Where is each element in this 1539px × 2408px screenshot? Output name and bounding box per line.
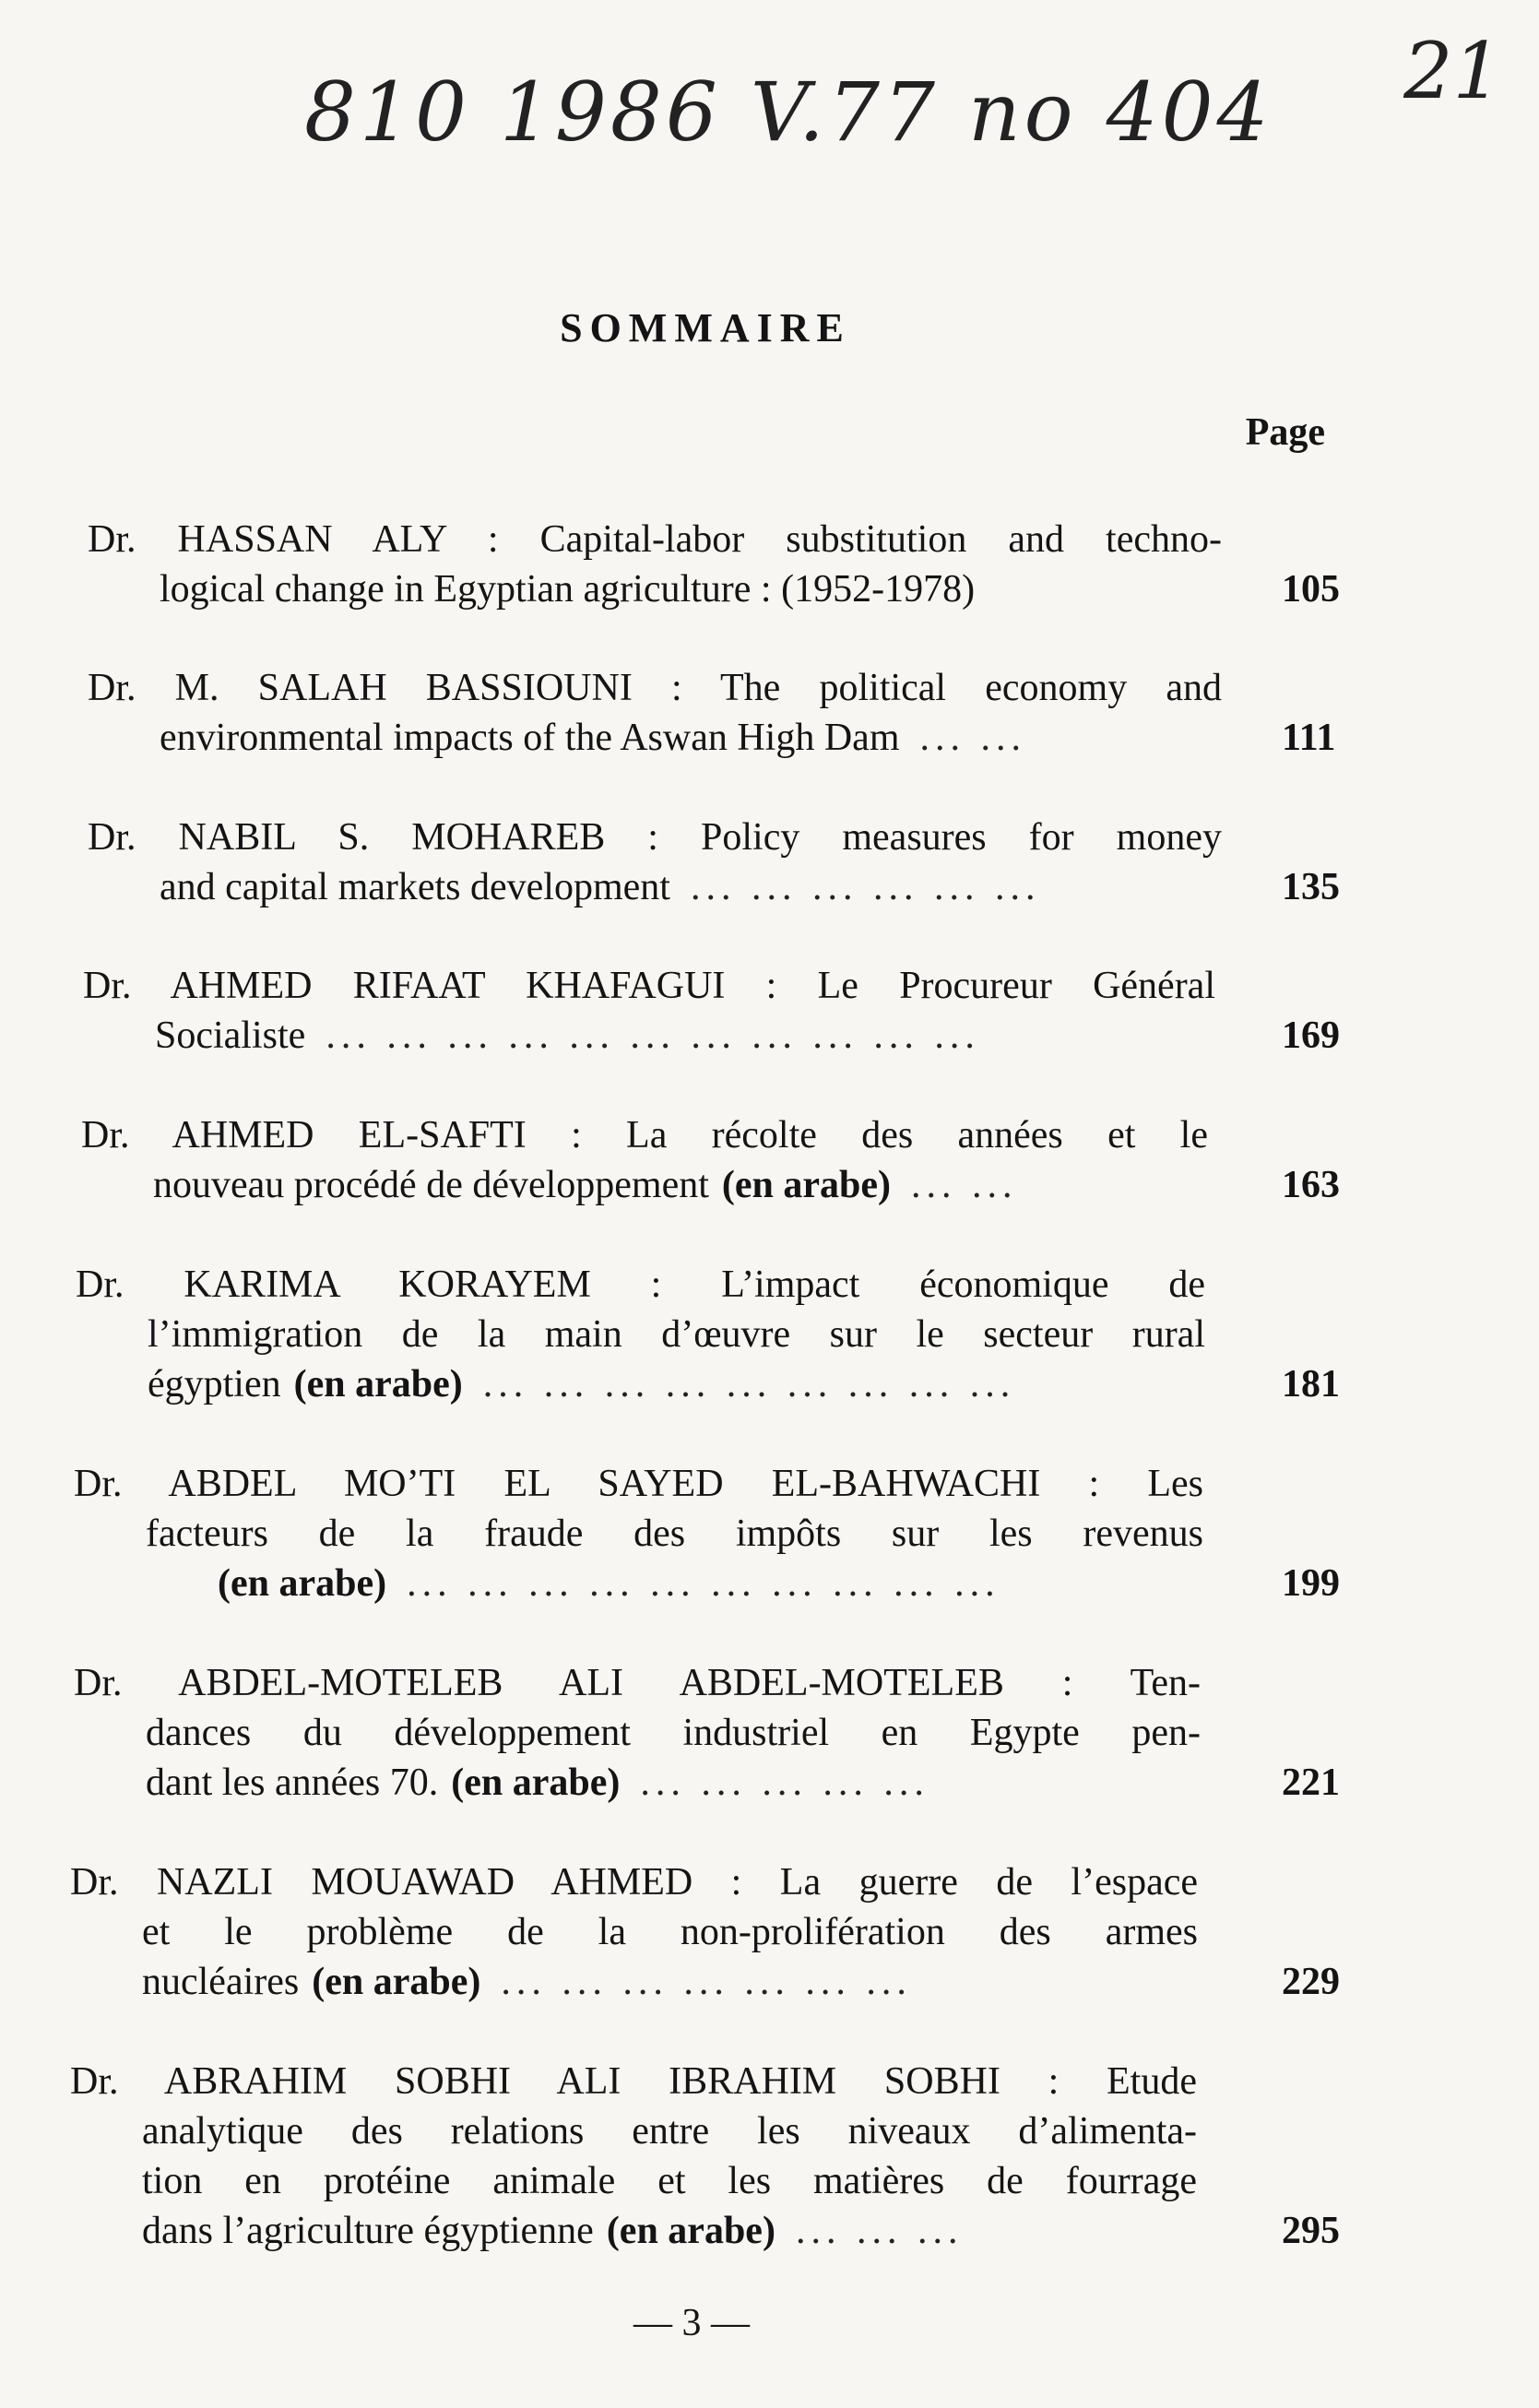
toc-entry-line — [88, 713, 1379, 763]
toc-entry-line — [74, 1758, 1365, 1808]
language-note: (en arabe) — [721, 1164, 892, 1206]
leader-dots: ... ... — [919, 717, 1026, 759]
leader-dots: ... ... ... ... ... ... ... ... ... ... ... — [326, 1014, 980, 1057]
page-number: 163 — [1282, 1164, 1340, 1206]
handwritten-corner-mark: 21 — [1403, 26, 1502, 116]
toc-entry — [74, 1658, 1365, 1808]
toc-entry-line — [81, 1160, 1372, 1210]
toc-entry-text: environmental impacts of the Aswan High Dam — [160, 717, 900, 759]
toc-entry-text: Dr. NABIL S. MOHAREB : Policy measures for money — [88, 816, 1222, 859]
toc-entry-text: Dr. AHMED EL-SAFTI : La récolte des années et le — [81, 1114, 1208, 1157]
toc-entry-text: dant les années 70. — [146, 1762, 439, 1804]
toc-entry-text: l’immigration de la main d’œuvre sur le secteur rural — [148, 1313, 1205, 1356]
language-note: (en arabe) — [312, 1961, 481, 2003]
leader-dots: ... ... ... ... ... ... ... — [501, 1961, 912, 2003]
toc-entry-line — [83, 961, 1374, 1011]
toc-entry-line — [88, 663, 1379, 713]
toc-entry-text: Socialiste — [155, 1014, 306, 1057]
language-note: (en arabe) — [218, 1562, 387, 1605]
toc-entry-line — [88, 813, 1379, 862]
page-number: 105 — [1282, 568, 1340, 611]
toc-entry-line — [70, 2156, 1361, 2206]
page-column-label: Page — [1245, 411, 1325, 454]
page-number: 295 — [1282, 2210, 1340, 2252]
toc-entry-line — [74, 1658, 1365, 1708]
toc-entry-text: analytique des relations entre les niveaux d’alimenta- — [142, 2110, 1197, 2153]
page-number: 199 — [1282, 1562, 1340, 1605]
toc-entry-line — [70, 1957, 1361, 2007]
page-number: 111 — [1282, 717, 1336, 759]
leader-dots: ... ... ... ... ... ... ... ... ... ... — [407, 1562, 1000, 1605]
leader-dots: ... ... — [911, 1164, 1018, 1206]
toc-entry-line — [74, 1559, 1365, 1608]
toc-entry — [88, 515, 1379, 614]
toc-entry-text: dans l’agriculture égyptienne — [142, 2210, 594, 2252]
page-number: 229 — [1282, 1961, 1340, 2003]
toc-entry-text: Dr. HASSAN ALY : Capital-labor substitution and techno- — [88, 518, 1222, 561]
toc-entry — [70, 1857, 1361, 2007]
handwritten-reference: 810 1986 V.77 no 404 — [304, 65, 1273, 160]
toc-entry-text: facteurs de la fraude des impôts sur les revenus — [146, 1512, 1203, 1555]
toc-entry-line — [83, 1011, 1374, 1061]
toc-entry-text: tion en protéine animale et les matières de fourrage — [142, 2160, 1197, 2202]
page-number: 135 — [1282, 866, 1340, 908]
toc-entry-line — [74, 1459, 1365, 1509]
page-number: 169 — [1282, 1014, 1340, 1057]
toc-entry-line — [70, 1857, 1361, 1907]
toc-entry-text: Dr. ABDEL-MOTELEB ALI ABDEL-MOTELEB : Ten- — [74, 1662, 1201, 1704]
toc-entry — [81, 1110, 1372, 1210]
leader-dots: ... ... ... ... ... ... — [690, 866, 1041, 908]
toc-entry-text: Dr. ABDEL MO’TI EL SAYED EL-BAHWACHI : Les — [74, 1463, 1203, 1505]
toc-entry-line — [70, 2106, 1361, 2156]
toc-entry-text: dances du développement industriel en Egypte pen- — [146, 1712, 1201, 1754]
toc-entry-line — [81, 1110, 1372, 1160]
toc-entry-text: nouveau procédé de développement — [153, 1164, 709, 1206]
toc-entry-text: Dr. NAZLI MOUAWAD AHMED : La guerre de l’espace — [70, 1861, 1198, 1904]
toc-entry-text: Dr. AHMED RIFAAT KHAFAGUI : Le Procureur Général — [83, 965, 1215, 1007]
leader-dots: ... ... ... — [795, 2210, 964, 2252]
toc-entry — [88, 813, 1379, 912]
page-number: 221 — [1282, 1762, 1340, 1804]
toc-entry-text: Dr. M. SALAH BASSIOUNI : The political economy and — [88, 667, 1222, 709]
toc-entry — [88, 663, 1379, 763]
toc-entry — [83, 961, 1374, 1061]
toc-entry-line — [70, 1907, 1361, 1957]
toc-entry-text: Dr. KARIMA KORAYEM : L’impact économique de — [76, 1263, 1205, 1306]
page-title: SOMMAIRE — [560, 305, 851, 350]
toc-entry-line — [74, 1509, 1365, 1559]
toc-entry-text: et le problème de la non-prolifération des armes — [142, 1911, 1198, 1953]
toc-entry-text: Dr. ABRAHIM SOBHI ALI IBRAHIM SOBHI : Etude — [70, 2060, 1197, 2103]
toc-entry-line — [76, 1359, 1367, 1409]
leader-dots: ... ... ... ... ... — [640, 1762, 929, 1804]
toc-entry — [74, 1459, 1365, 1608]
language-note: (en arabe) — [451, 1762, 621, 1804]
toc-entry-line — [76, 1260, 1367, 1310]
toc-entry-line — [70, 2057, 1361, 2106]
page-number: 181 — [1282, 1363, 1340, 1406]
toc-entry-text: logical change in Egyptian agriculture : (1952-1978) — [160, 568, 976, 611]
toc-entry — [76, 1260, 1367, 1409]
toc-entry-line — [88, 862, 1379, 912]
toc-entry-line — [88, 564, 1379, 614]
page-number-footer: — 3 — — [633, 2302, 750, 2344]
toc-entry-line — [88, 515, 1379, 564]
language-note: (en arabe) — [606, 2210, 775, 2252]
toc-entry-text: and capital markets development — [160, 866, 670, 908]
leader-dots: ... ... ... ... ... ... ... ... ... — [482, 1363, 1016, 1406]
toc-entry-text: égyptien — [148, 1363, 281, 1406]
toc-entry-line — [74, 1708, 1365, 1758]
toc-entry-line — [70, 2206, 1361, 2256]
toc-entry-text: nucléaires — [142, 1961, 300, 2003]
toc-entry — [70, 2057, 1361, 2256]
toc-entry-line — [76, 1310, 1367, 1359]
language-note: (en arabe) — [293, 1363, 463, 1406]
